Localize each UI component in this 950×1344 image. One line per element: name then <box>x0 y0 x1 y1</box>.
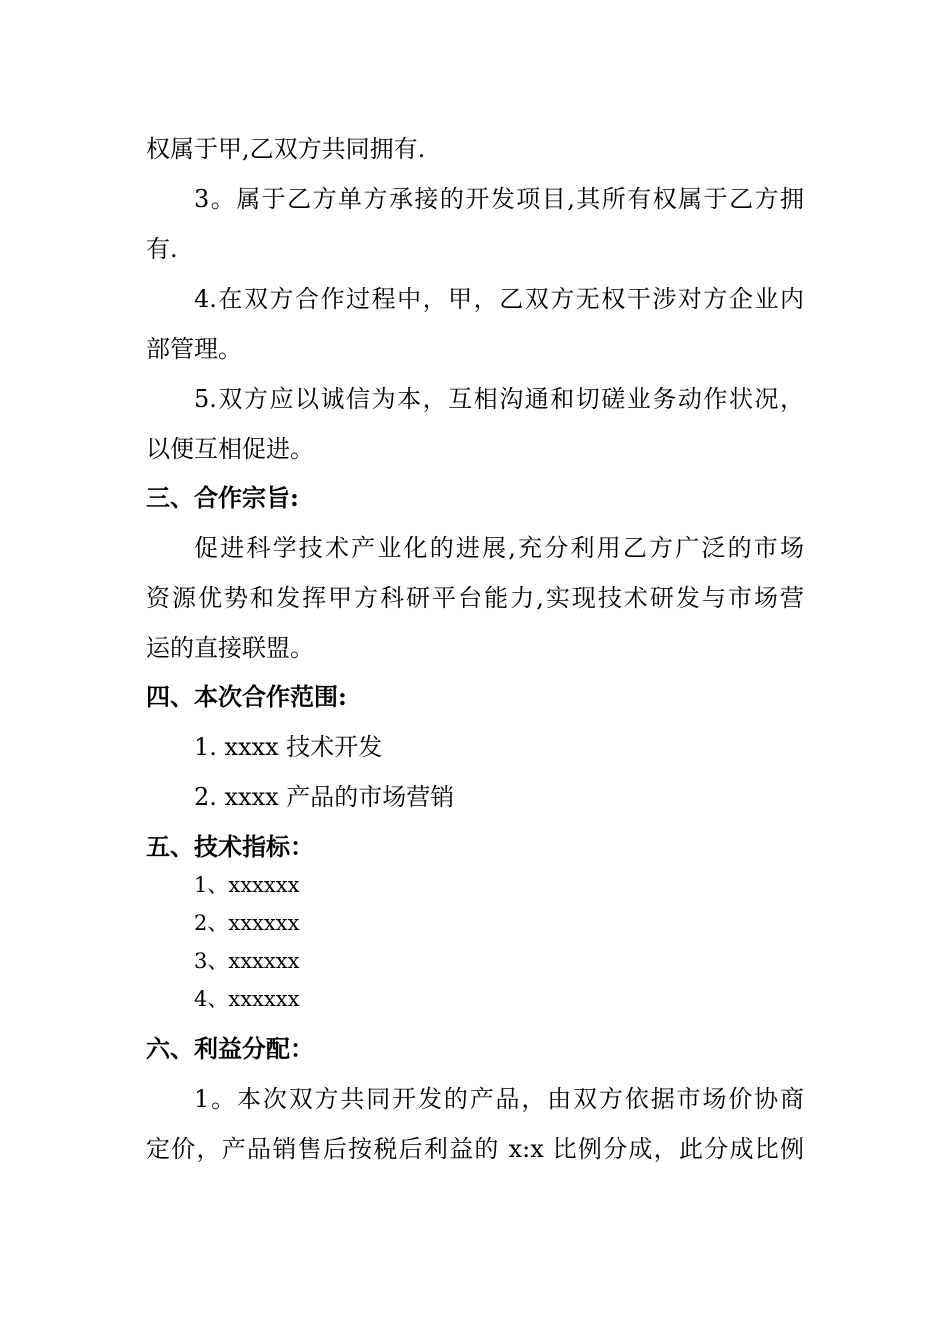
list-item: 4、xxxxxx <box>194 987 300 1011</box>
section-heading-profit: 六、利益分配： <box>146 1034 314 1063</box>
paragraph-line: 部管理。 <box>146 335 242 363</box>
section-heading-scope: 四、本次合作范围: <box>146 682 347 711</box>
paragraph-line: 促进科学技术产业化的进展,充分利用乙方广泛的市场 <box>194 534 804 562</box>
list-item: 1、xxxxxx <box>194 873 300 897</box>
paragraph-line: 1。本次双方共同开发的产品，由双方依据市场价协商 <box>194 1085 804 1113</box>
paragraph-line: 资源优势和发挥甲方科研平台能力,实现技术研发与市场营 <box>146 584 804 612</box>
paragraph-line: 以便互相促进。 <box>146 435 314 463</box>
list-item: 2. xxxx 产品的市场营销 <box>194 783 455 811</box>
paragraph-line: 定价，产品销售后按税后利益的 x:x 比例分成，此分成比例 <box>146 1135 804 1163</box>
section-heading-purpose: 三、合作宗旨: <box>146 483 299 512</box>
section-heading-indicators: 五、技术指标： <box>146 832 314 861</box>
list-item: 3、xxxxxx <box>194 949 300 973</box>
paragraph-line: 3。属于乙方单方承接的开发项目,其所有权属于乙方拥 <box>194 185 804 213</box>
list-item: 2、xxxxxx <box>194 911 300 935</box>
paragraph-line: 4.在双方合作过程中，甲，乙双方无权干涉对方企业内 <box>194 285 804 313</box>
paragraph-line: 运的直接联盟。 <box>146 634 314 662</box>
paragraph-line: 5.双方应以诚信为本，互相沟通和切磋业务动作状况， <box>194 385 804 413</box>
list-item: 1. xxxx 技术开发 <box>194 733 383 761</box>
paragraph-line: 权属于甲,乙双方共同拥有. <box>146 135 426 163</box>
paragraph-line: 有. <box>146 235 178 263</box>
